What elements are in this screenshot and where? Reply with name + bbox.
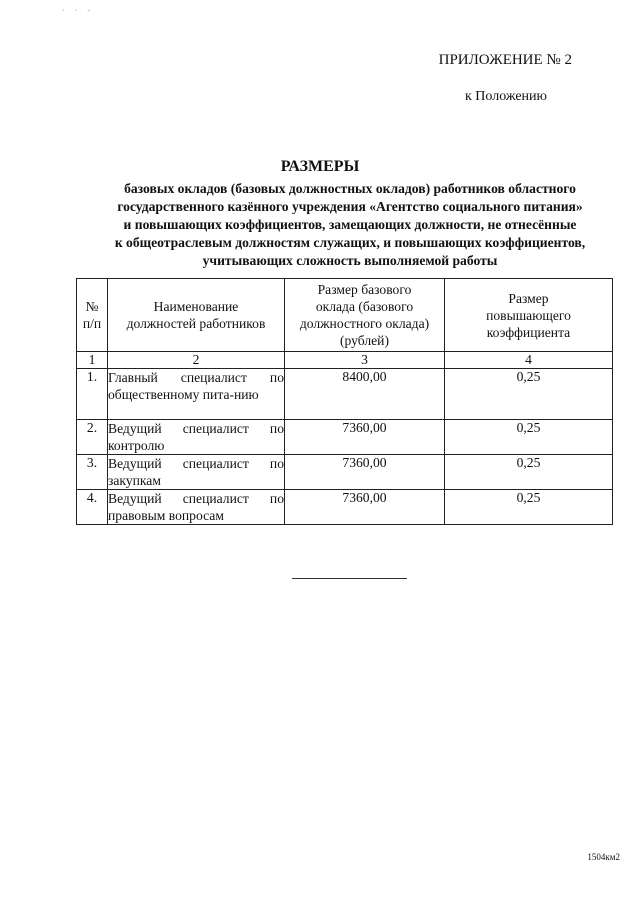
header-line: Размер xyxy=(508,290,549,306)
column-number: 1 xyxy=(77,352,108,369)
reference-label: к Положению xyxy=(464,89,547,104)
row-number: 2. xyxy=(77,420,108,455)
header-line: № xyxy=(85,299,99,314)
coefficient: 0,25 xyxy=(445,420,613,455)
scan-marks: · · - xyxy=(62,6,94,15)
header-line: Размер базового xyxy=(317,282,412,297)
base-salary: 7360,00 xyxy=(285,420,445,455)
base-salary: 7360,00 xyxy=(285,455,445,490)
header-line: должностей работников xyxy=(126,316,266,331)
position-name: Ведущий специалист по контролю xyxy=(108,421,284,453)
subtitle-line: и повышающих коэффициентов, замещающих должности, не отнесённые xyxy=(123,217,577,232)
subtitle-line: учитывающих сложность выполняемой работы xyxy=(202,253,498,268)
header-line: Наименование xyxy=(153,299,239,314)
row-number: 1. xyxy=(77,369,108,420)
table-row xyxy=(77,455,613,490)
header-line: должностного оклада) xyxy=(299,316,430,331)
header-line: оклада (базового xyxy=(315,299,414,314)
row-number: 3. xyxy=(77,455,108,490)
column-number-row xyxy=(77,352,613,369)
column-number: 4 xyxy=(445,352,613,369)
salary-table xyxy=(76,278,613,525)
header-position xyxy=(108,279,285,352)
column-number: 3 xyxy=(285,352,445,369)
position-name: Ведущий специалист по правовым вопросам xyxy=(108,491,284,523)
table-header-row xyxy=(77,279,613,352)
row-number: 4. xyxy=(77,490,108,525)
header-salary xyxy=(285,279,445,352)
column-number: 2 xyxy=(108,352,285,369)
subtitle-line: государственного казённого учреждения «Агентство социального питания» xyxy=(117,199,583,214)
header-number xyxy=(77,279,108,352)
separator-line xyxy=(292,578,407,579)
base-salary: 8400,00 xyxy=(285,369,445,420)
table-row xyxy=(77,369,613,420)
appendix-label: ПРИЛОЖЕНИЕ № 2 xyxy=(438,52,572,68)
coefficient: 0,25 xyxy=(445,490,613,525)
header-line: коэффициента xyxy=(486,324,571,340)
header-line: (рублей) xyxy=(340,333,389,348)
coefficient: 0,25 xyxy=(445,455,613,490)
position-name: Главный специалист по общественному пита-нию xyxy=(108,369,285,420)
subtitle-line: базовых окладов (базовых должностных окладов) работников областного xyxy=(124,181,576,196)
coefficient: 0,25 xyxy=(445,369,613,420)
base-salary: 7360,00 xyxy=(285,490,445,525)
header-coefficient xyxy=(445,279,613,352)
table-row xyxy=(77,490,613,525)
document-subtitle xyxy=(70,180,630,270)
position-name: Ведущий специалист по закупкам xyxy=(108,456,284,488)
document-stamp: 1504км2 xyxy=(587,852,620,862)
subtitle-line: к общеотраслевым должностям служащих, и повышающих коэффициентов, xyxy=(114,235,586,250)
document-title: РАЗМЕРЫ xyxy=(280,158,360,175)
table-row xyxy=(77,420,613,455)
header-line: п/п xyxy=(82,316,102,331)
header-line: повышающего xyxy=(486,307,571,323)
